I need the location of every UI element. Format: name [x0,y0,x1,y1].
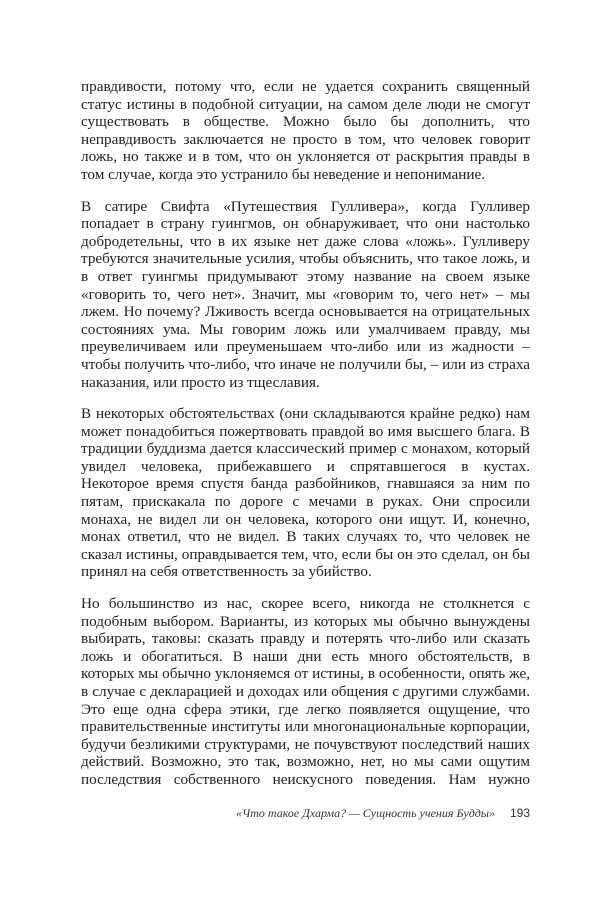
running-title: «Что такое Дхарма? — Сущность учения Будды» [236,806,495,820]
paragraph-3: В некоторых обстоятельствах (они складываются крайне редко) нам может понадобиться пожертвовать правдой во имя высшего блага. В традиции буддизма дается классический пример с монахом, который увидел человека, прибежавшего и спрятавшегося в кустах. Некоторое время спустя банда разбойников, гнавшаяся за ним по пятам, прискакала по дороге с мечами в руках. Они спросили монаха, не видел ли он человека, которого они ищут. И, конечно, монах ответил, что не видел. В таких случаях то, что человек не сказал истины, оправдывается тем, что, если бы он это сделал, он бы принял на себя ответственность за убийство. [81,405,530,581]
paragraph-4: Но большинство из нас, скорее всего, никогда не столкнется с подобным выбором. Варианты, из которых мы обычно вынуждены выбирать, таковы: сказать правду и потерять что-либо или сказать ложь и обогатиться. В наши дни есть много обстоятельств, в которых мы обычно уклоняемся от истины, в особенности, опять же, в случае с декларацией и доходах или общения с другими службами. Это еще одна сфера этики, где легко появляется ощущение, что правительственные институты или многонациональные корпорации, будучи безликими структурами, не почувствуют последствий наших действий. Возможно, это так, возможно, нет, но мы сами ощутим последствия собственного неискусного поведения. Нам нужно [81,595,530,788]
paragraph-2: В сатире Свифта «Путешествия Гулливера», когда Гулливер попадает в страну гуингмов, он обнаруживает, что они настолько добродетельны, что в их языке нет даже слова «ложь». Гулливеру требуются значительные усилия, чтобы объяснить, что такое ложь, и в ответ гуингмы придумывают этому название на своем языке «говорить то, чего нет». Значит, мы «говорим то, чего нет» – мы лжем. Но почему? Лживость всегда основывается на отрицательных состояниях ума. Мы говорим ложь или умалчиваем правду, мы преувеличиваем или преуменьшаем что-либо или из жадности – чтобы получить что-либо, что иначе не получили бы, – или из страха наказания, или просто из тщеславия. [81,197,530,391]
page-footer [200,806,530,821]
page-body [81,78,530,803]
paragraph-1: правдивости, потому что, если не удается сохранить священный статус истины в подобной ситуации, на самом деле люди не смогут существовать в обществе. Можно было бы дополнить, что неправдивость заключается не просто в том, что человек говорит ложь, но также и в том, что он уклоняется от раскрытия правды в том случае, когда это устранило бы неведение и непонимание. [81,78,530,183]
page-number: 193 [509,806,530,820]
